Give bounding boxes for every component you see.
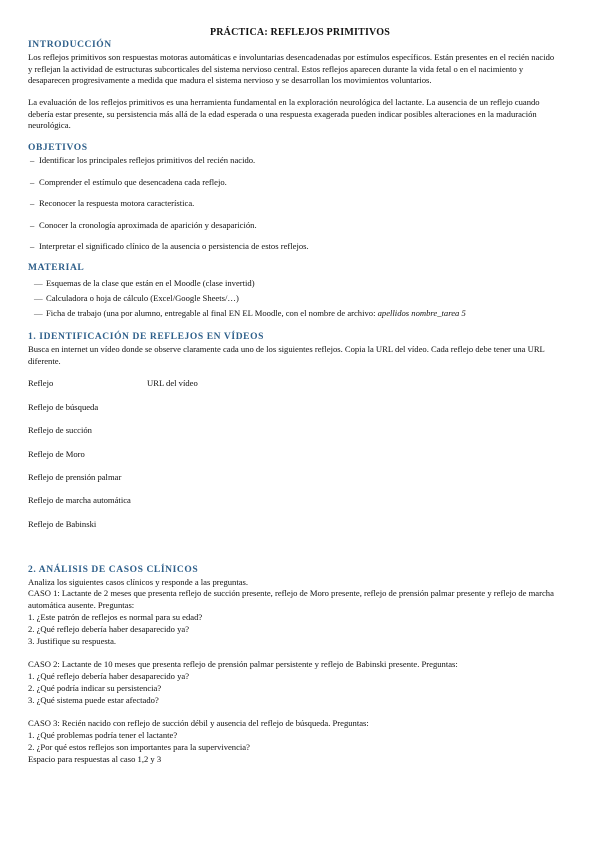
caso2-question: 2. ¿Qué podría indicar su persistencia? [28, 683, 162, 693]
section2-heading: 2. ANÁLISIS DE CASOS CLÍNICOS [28, 565, 199, 575]
material-heading: MATERIAL [28, 263, 85, 273]
table-row: Reflejo de Babinski [28, 519, 97, 529]
dash-bullet-icon: – [30, 198, 35, 208]
dash-bullet-icon: – [30, 177, 35, 187]
table-header-url: URL del vídeo [147, 378, 198, 388]
section2-intro: Analiza los siguientes casos clínicos y responde a las preguntas. [28, 577, 249, 587]
objetivo-text: Comprender el estímulo que desencadena cada reflejo. [39, 177, 227, 187]
table-header-reflejo: Reflejo [28, 378, 54, 388]
material-text: Esquemas de la clase que están en el Moodle (clase invertid) [46, 278, 255, 288]
caso2-question: 3. ¿Qué sistema puede estar afectado? [28, 695, 159, 705]
dash-bullet-icon: – [30, 155, 35, 165]
dash-bullet-icon: — [34, 293, 43, 303]
dash-bullet-icon: – [30, 220, 35, 230]
dash-bullet-icon: — [34, 278, 43, 288]
objetivo-item [30, 177, 227, 187]
caso1-question: 3. Justifique su respuesta. [28, 636, 117, 646]
objetivo-item [30, 241, 309, 251]
table-row: Reflejo de prensión palmar [28, 472, 122, 482]
objetivo-item [30, 155, 255, 165]
material-item [34, 278, 255, 288]
intro-paragraph-2: La evaluación de los reflejos primitivos es una herramienta fundamental en la exploración neurológica del lactante. La ausencia de un reflejo cuando debería estar presente, su persistencia más allá de la edad esperada o una respuesta exagerada pueden indicar posibles alteraciones en la maduración neurológica. [28, 97, 540, 131]
intro-heading: INTRODUCCIÓN [28, 40, 112, 50]
dash-bullet-icon: – [30, 241, 35, 251]
caso1-question: 2. ¿Qué reflejo debería haber desaparecido ya? [28, 624, 190, 634]
material-text: Calculadora o hoja de cálculo (Excel/Google Sheets/…) [46, 293, 239, 303]
objetivo-text: Reconocer la respuesta motora característica. [39, 198, 195, 208]
caso1-question: 1. ¿Este patrón de reflejos es normal para su edad? [28, 612, 203, 622]
caso1-text: CASO 1: Lactante de 2 meses que presenta reflejo de succión presente, reflejo de Moro presente, reflejo de prensión palmar presente y reflejo de marcha automática ausente. Preguntas: [28, 588, 554, 610]
page-title: PRÁCTICA: REFLEJOS PRIMITIVOS [209, 27, 391, 38]
caso2-text: CASO 2: Lactante de 10 meses que presenta reflejo de prensión palmar persistente y reflejo de Babinski presente. Preguntas: [28, 659, 458, 669]
objetivos-heading: OBJETIVOS [28, 143, 88, 153]
table-row: Reflejo de marcha automática [28, 495, 131, 505]
intro-paragraph-1: Los reflejos primitivos son respuestas motoras automáticas e involuntarias desencadenadas por estímulos específicos. Están presentes en el recién nacido y reflejan la actividad de estructuras subcorticales del sistema nervioso central. Estos reflejos aparecen durante la vida fetal o en el nacimiento y desaparecen progresivamente a medida que madura el sistema nervioso y se desarrollan los movimientos voluntarios. [28, 52, 555, 86]
answer-space-label: Espacio para respuestas al caso 1,2 y 3 [28, 754, 162, 764]
caso3-question: 2. ¿Por qué estos reflejos son importantes para la supervivencia? [28, 742, 250, 752]
material-item [34, 293, 239, 303]
caso2-question: 1. ¿Qué reflejo debería haber desaparecido ya? [28, 671, 190, 681]
objetivo-item [30, 220, 257, 230]
objetivo-item [30, 198, 194, 208]
objetivo-text: Interpretar el significado clínico de la ausencia o persistencia de estos reflejos. [39, 241, 309, 251]
material-text: Ficha de trabajo (una por alumno, entregable al final EN EL Moodle, con el nombre de archivo: [46, 308, 378, 318]
caso3-text: CASO 3: Recién nacido con reflejo de succión débil y ausencia del reflejo de búsqueda. Preguntas: [28, 718, 369, 728]
table-row: Reflejo de búsqueda [28, 402, 99, 412]
dash-bullet-icon: — [34, 308, 43, 318]
filename-format: apellidos nombre_tarea 5 [377, 308, 466, 318]
table-row: Reflejo de Moro [28, 449, 85, 459]
section1-heading: 1. IDENTIFICACIÓN DE REFLEJOS EN VÍDEOS [28, 332, 264, 342]
table-row: Reflejo de succión [28, 425, 92, 435]
section1-instructions: Busca en internet un vídeo donde se observe claramente cada uno de los siguientes reflejos. Copia la URL del vídeo. Cada reflejo debe tener una URL diferente. [28, 344, 545, 366]
objetivo-text: Conocer la cronología aproximada de aparición y desaparición. [39, 220, 257, 230]
objetivo-text: Identificar los principales reflejos primitivos del recién nacido. [39, 155, 256, 165]
caso3-question: 1. ¿Qué problemas podría tener el lactante? [28, 730, 178, 740]
material-item [34, 308, 466, 318]
